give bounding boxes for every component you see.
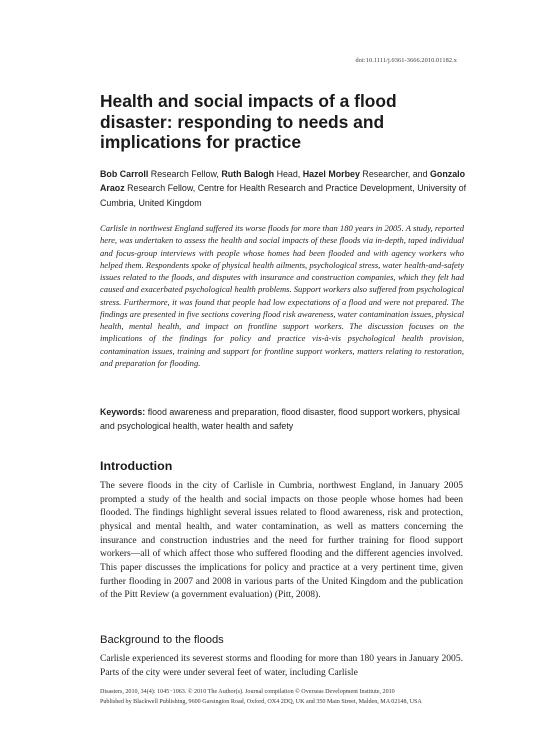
keywords-label: Keywords: xyxy=(100,407,146,417)
footer-citation: Disasters, 2010, 34(4): 1045−1063. © 2010 The Author(s). Journal compilation © Overseas Development Institute, 2010 xyxy=(100,689,395,695)
author-block xyxy=(100,167,470,210)
abstract: Carlisle in northwest England suffered its worse floods for more than 180 years in 2005. A study, reported here, was undertaken to assess the health and social impacts of these floods via in-depth, taped individual and focus-group interviews with people whose homes had been flooded and with agency workers who helped them. Respondents spoke of physical health ailments, psychological stress, water health-and-safety issues related to the floods, and disputes with insurance and construction companies, which they felt had caused and exacerbated psychological health problems. Support workers also suffered from psychological stress. Furthermore, it was found that people had low expectations of a flood and were not prepared. The findings are presented in five sections covering flood risk awareness, water contamination issues, physical health, mental health, and impact on frontline support workers. The discussion focuses on the implications of the findings for policy and practice vis-à-vis psychological health provision, contamination issues, training and support for frontline support workers, matters relating to restoration, and preparation for flooding. xyxy=(100,223,464,368)
author-role: Research Fellow, xyxy=(127,183,196,194)
author-name: Ruth Balogh xyxy=(221,169,275,179)
introduction-heading: Introduction xyxy=(100,459,173,473)
author-name: Bob Carroll xyxy=(100,169,149,179)
background-paragraph: Carlisle experienced its severest storms and flooding for more than 180 years in January 2005. Parts of the city were under several feet of water, including Carlisle xyxy=(100,653,463,678)
page-footer xyxy=(100,688,470,708)
footer-publisher: Published by Blackwell Publishing, 9600 Garsington Road, Oxford, OX4 2DQ, UK and 350 Main Street, Malden, MA 02148, USA xyxy=(100,698,422,705)
author-role: Research Fellow, xyxy=(150,169,219,179)
doi-label: doi:10.1111/j.0361-3666.2010.01182.x xyxy=(355,57,457,64)
author-role: Head, xyxy=(276,169,301,179)
author-name: Hazel Morbey xyxy=(302,169,360,179)
background-heading: Background to the floods xyxy=(100,634,224,646)
introduction-paragraph: The severe floods in the city of Carlisle in Cumbria, northwest England, in January 2005 prompted a study of the health and social impacts on those people whose homes had been flooded. The findings highlight several issues related to flood awareness, risk and protection, physical and mental health, and water contamination, as well as matters concerning the insurance and construction industries and the need for further training for flood support workers—all of which affect those who suffered flooding and the different agencies involved. This paper discusses the implications for policy and practice at a very pertinent time, given further flooding in 2007 and 2008 in various parts of the United Kingdom and the publication of the Pitt Review (a government evaluation) (Pitt, 2008). xyxy=(100,480,463,601)
author-role: Researcher, xyxy=(362,169,411,179)
author-affiliation: Centre for Health Research and Practice Development, University of Cumbria, United Kingdom xyxy=(100,183,467,208)
authors-conjunction: and xyxy=(412,169,428,179)
author-name: Gonzalo Araoz xyxy=(100,169,466,194)
article-title: Health and social impacts of a flood disaster: responding to needs and implications for practice xyxy=(100,91,397,152)
keywords xyxy=(100,406,472,433)
keywords-text: flood awareness and preparation, flood disaster, flood support workers, physical and psychological health, water health and safety xyxy=(100,407,460,431)
